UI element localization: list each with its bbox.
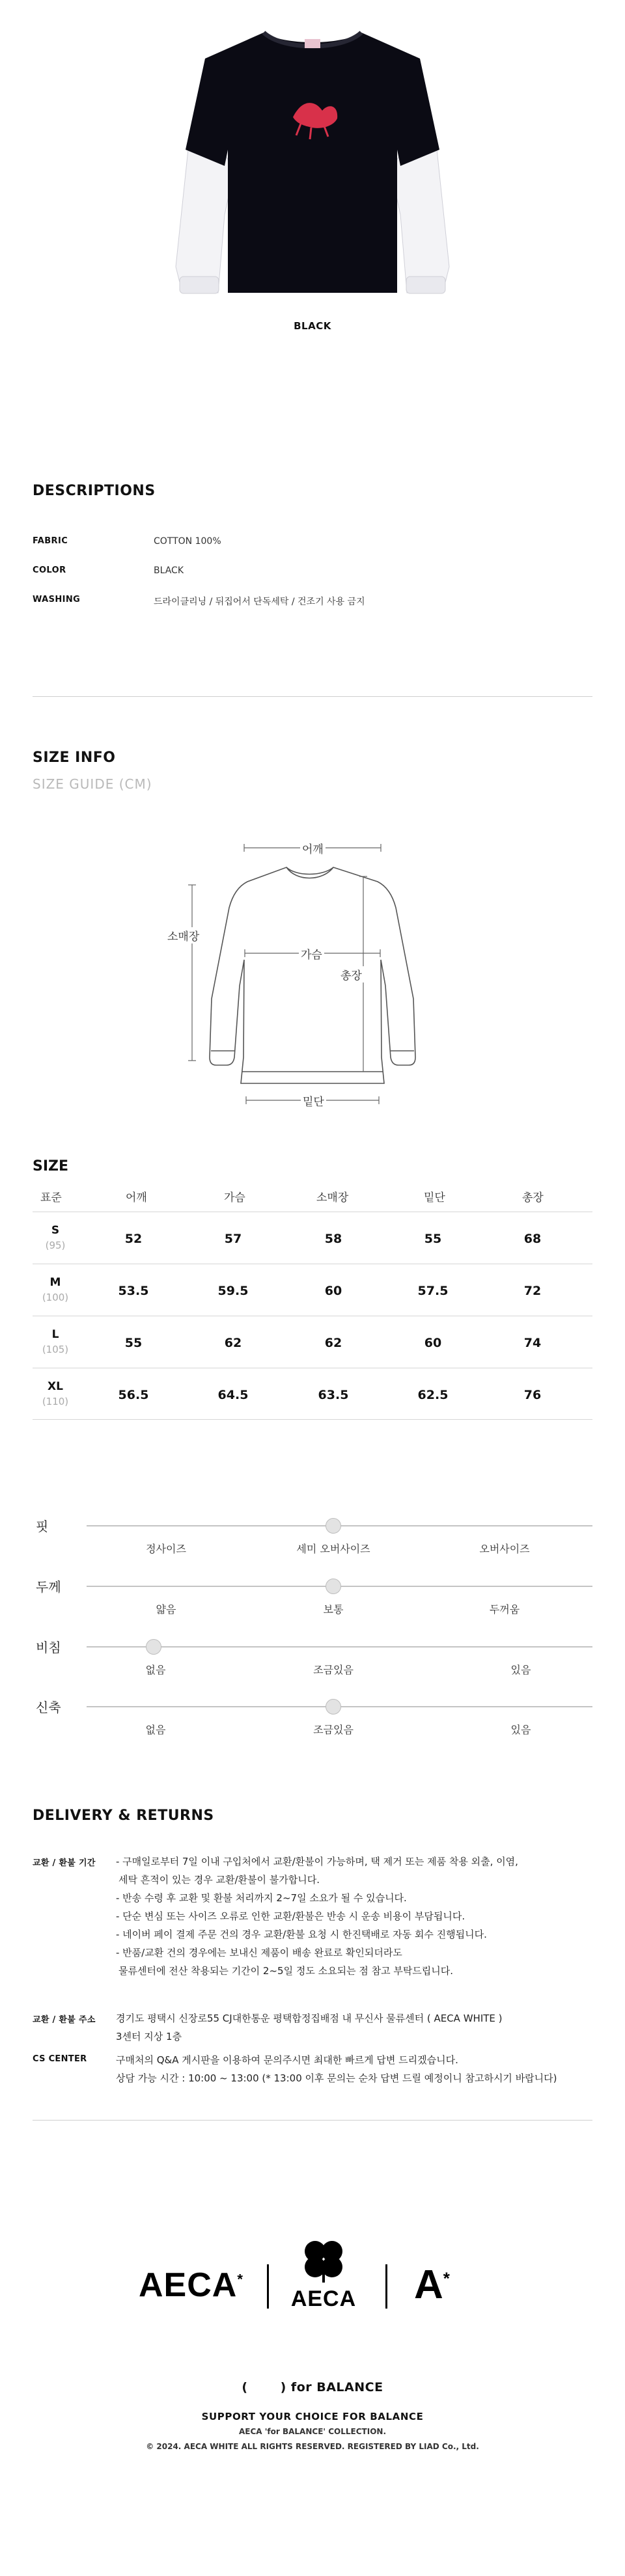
scale-option: 정사이즈 <box>146 1543 186 1555</box>
scale-option: 보통 <box>323 1603 344 1616</box>
scale-knob <box>326 1699 341 1715</box>
delivery-title: DELIVERY & RETURNS <box>33 1808 214 1824</box>
collection-line: AECA 'for BALANCE' COLLECTION. <box>238 2427 386 2436</box>
neck-tag <box>305 39 320 48</box>
cell-sleeve: 58 <box>324 1232 342 1246</box>
header-sleeve: 소매장 <box>316 1191 349 1204</box>
scale-option: 없음 <box>145 1664 166 1676</box>
scale-knob <box>326 1518 341 1534</box>
size-info-title: SIZE INFO <box>33 750 116 766</box>
cell-length: 74 <box>523 1336 542 1350</box>
product-image-section <box>0 0 625 351</box>
diagram-label-sleeve: 소매장 <box>165 927 201 943</box>
logo-right-mark: * <box>443 2268 450 2288</box>
cell-sleeve: 63.5 <box>318 1388 349 1402</box>
clover-logo <box>288 2238 359 2313</box>
section-divider <box>33 2120 592 2121</box>
diagram-label-hem: 밑단 <box>301 1092 326 1109</box>
cell-length: 72 <box>523 1284 542 1298</box>
table-row <box>33 1316 592 1368</box>
cell-hem: 60 <box>424 1336 442 1350</box>
desc-key: COLOR <box>33 565 66 575</box>
logo-divider <box>385 2264 387 2309</box>
scale-knob <box>326 1579 341 1594</box>
scale-label: 신축 <box>36 1700 61 1715</box>
scale-option: 세미 오버사이즈 <box>296 1543 370 1555</box>
a-star-logo <box>414 2262 450 2308</box>
size-name: XL <box>48 1380 63 1393</box>
size-diagram <box>156 836 469 1129</box>
cell-shoulder: 52 <box>124 1232 143 1246</box>
scale-option: 오버사이즈 <box>479 1543 530 1555</box>
cell-hem: 57.5 <box>417 1284 449 1298</box>
size-name: S <box>51 1224 60 1237</box>
header-standard: 표준 <box>40 1191 62 1204</box>
clover-icon <box>288 2238 359 2284</box>
for-balance-line <box>0 2380 625 2394</box>
return-address-line: 3센터 지상 1층 <box>116 2031 182 2042</box>
cs-line: 구매처의 Q&A 게시판을 이용하여 문의주시면 최대한 빠르게 답변 드리겠습니다. <box>116 2054 458 2066</box>
exchange-period-line: - 네이버 페이 결제 주문 건의 경우 교환/환불 요청 시 한진택배로 자동 회수 진행됩니다. <box>116 1929 487 1940</box>
scale-option: 두꺼움 <box>489 1603 520 1616</box>
cell-shoulder: 53.5 <box>118 1284 149 1298</box>
diagram-label-length: 총장 <box>339 966 364 983</box>
cell-hem: 62.5 <box>417 1388 449 1402</box>
exchange-period-key: 교환 / 환불 기간 <box>33 1858 96 1868</box>
cs-line: 상담 가능 시간 : 10:00 ~ 13:00 (* 13:00 이후 문의는 순차 답변 드릴 예정이니 참고하시기 바랍니다) <box>116 2072 557 2084</box>
diagram-label-shoulder: 어깨 <box>300 840 326 856</box>
table-row <box>33 1368 592 1420</box>
scale-option: 있음 <box>510 1664 531 1676</box>
return-address-key: 교환 / 환불 주소 <box>33 2015 96 2025</box>
header-hem: 밑단 <box>424 1191 445 1204</box>
header-length: 총장 <box>522 1191 544 1204</box>
size-sub: (95) <box>45 1240 66 1251</box>
diagram-label-chest: 가슴 <box>299 945 324 962</box>
desc-value: COTTON 100% <box>154 536 221 547</box>
scale-option: 조금있음 <box>313 1724 354 1736</box>
size-table-header <box>33 1183 592 1208</box>
exchange-period-line: - 단순 변심 또는 사이즈 오류로 인한 교환/환불은 반송 시 운송 비용이 부담됩니다. <box>116 1910 465 1922</box>
size-name: L <box>51 1328 59 1341</box>
cell-shoulder: 55 <box>124 1336 143 1350</box>
size-guide-subtitle: SIZE GUIDE (CM) <box>33 776 152 792</box>
product-image <box>163 20 462 306</box>
cell-sleeve: 60 <box>324 1284 342 1298</box>
desc-row-fabric <box>33 536 592 549</box>
cell-sleeve: 62 <box>324 1336 342 1350</box>
descriptions-title: DESCRIPTIONS <box>33 483 156 499</box>
cell-length: 68 <box>523 1232 542 1246</box>
logo-left-mark: * <box>237 2271 243 2288</box>
balance-text: for BALANCE <box>290 2380 383 2394</box>
logo-center-text: AECA <box>290 2286 357 2311</box>
size-sub: (100) <box>42 1292 69 1303</box>
section-divider <box>33 696 592 697</box>
scale-knob <box>146 1639 161 1655</box>
table-row <box>33 1212 592 1264</box>
cell-chest: 62 <box>224 1336 242 1350</box>
desc-key: WASHING <box>33 595 81 604</box>
desc-value: 드라이클리닝 / 뒤집어서 단독세탁 / 건조기 사용 금지 <box>154 597 365 607</box>
scale-option: 얇음 <box>156 1603 176 1616</box>
desc-key: FABRIC <box>33 536 68 546</box>
return-address-line: 경기도 평택시 신장로55 CJ대한통운 평택합정집배점 내 무신사 물류센터 ( AECA WHITE ) <box>116 2013 503 2024</box>
desc-row-washing <box>33 595 592 608</box>
exchange-period-line: - 반품/교환 건의 경우에는 보내신 제품이 배송 완료로 확인되더라도 <box>116 1947 402 1959</box>
cs-center-key: CS CENTER <box>33 2054 87 2064</box>
cell-length: 76 <box>523 1388 542 1402</box>
exchange-period-line: 물류센터에 전산 착용되는 기간이 2~5일 정도 소요되는 점 참고 부탁드립니다. <box>118 1965 454 1977</box>
desc-value: BLACK <box>154 565 184 576</box>
exchange-period-line: - 반송 수령 후 교환 및 환불 처리까지 2~7일 소요가 될 수 있습니다. <box>116 1892 407 1904</box>
size-table-title: SIZE <box>33 1158 69 1174</box>
scale-option: 있음 <box>510 1724 531 1736</box>
tee-body <box>186 33 439 293</box>
aeca-logo-left <box>139 2266 243 2305</box>
scale-option: 없음 <box>145 1724 166 1736</box>
table-row <box>33 1264 592 1316</box>
scale-label: 핏 <box>36 1519 49 1534</box>
cell-chest: 64.5 <box>217 1388 249 1402</box>
logo-left-text: AECA <box>139 2266 238 2304</box>
tagline: SUPPORT YOUR CHOICE FOR BALANCE <box>201 2411 424 2422</box>
cell-hem: 55 <box>424 1232 442 1246</box>
exchange-period-line: - 구매일로부터 7일 이내 구입처에서 교환/환불이 가능하며, 택 제거 또는 제품 착용 외출, 이염, <box>116 1856 518 1867</box>
logo-divider <box>267 2264 269 2309</box>
scale-option: 조금있음 <box>313 1664 354 1676</box>
cell-chest: 57 <box>224 1232 242 1246</box>
balance-paren-close: ) <box>280 2380 286 2394</box>
desc-row-color <box>33 565 592 578</box>
header-chest: 가슴 <box>224 1191 245 1204</box>
size-sub: (110) <box>42 1396 69 1407</box>
scale-label: 비침 <box>36 1640 61 1655</box>
cell-shoulder: 56.5 <box>118 1388 149 1402</box>
size-name: M <box>49 1276 61 1289</box>
brand-footer <box>0 2238 625 2576</box>
scale-line <box>87 1646 592 1647</box>
copyright: © 2024. AECA WHITE ALL RIGHTS RESERVED. REGISTERED BY LIAD Co., Ltd. <box>146 2442 479 2451</box>
sweatshirt-outline <box>156 836 469 1129</box>
header-shoulder: 어깨 <box>126 1191 147 1204</box>
scale-label: 두께 <box>36 1579 61 1595</box>
size-sub: (105) <box>42 1344 69 1355</box>
exchange-period-line: 세탁 흔적이 있는 경우 교환/환불이 불가합니다. <box>118 1874 320 1886</box>
color-label: BLACK <box>294 320 331 332</box>
balance-paren-open: ( <box>242 2380 248 2394</box>
cell-chest: 59.5 <box>217 1284 249 1298</box>
logo-right-text: A <box>414 2262 443 2307</box>
